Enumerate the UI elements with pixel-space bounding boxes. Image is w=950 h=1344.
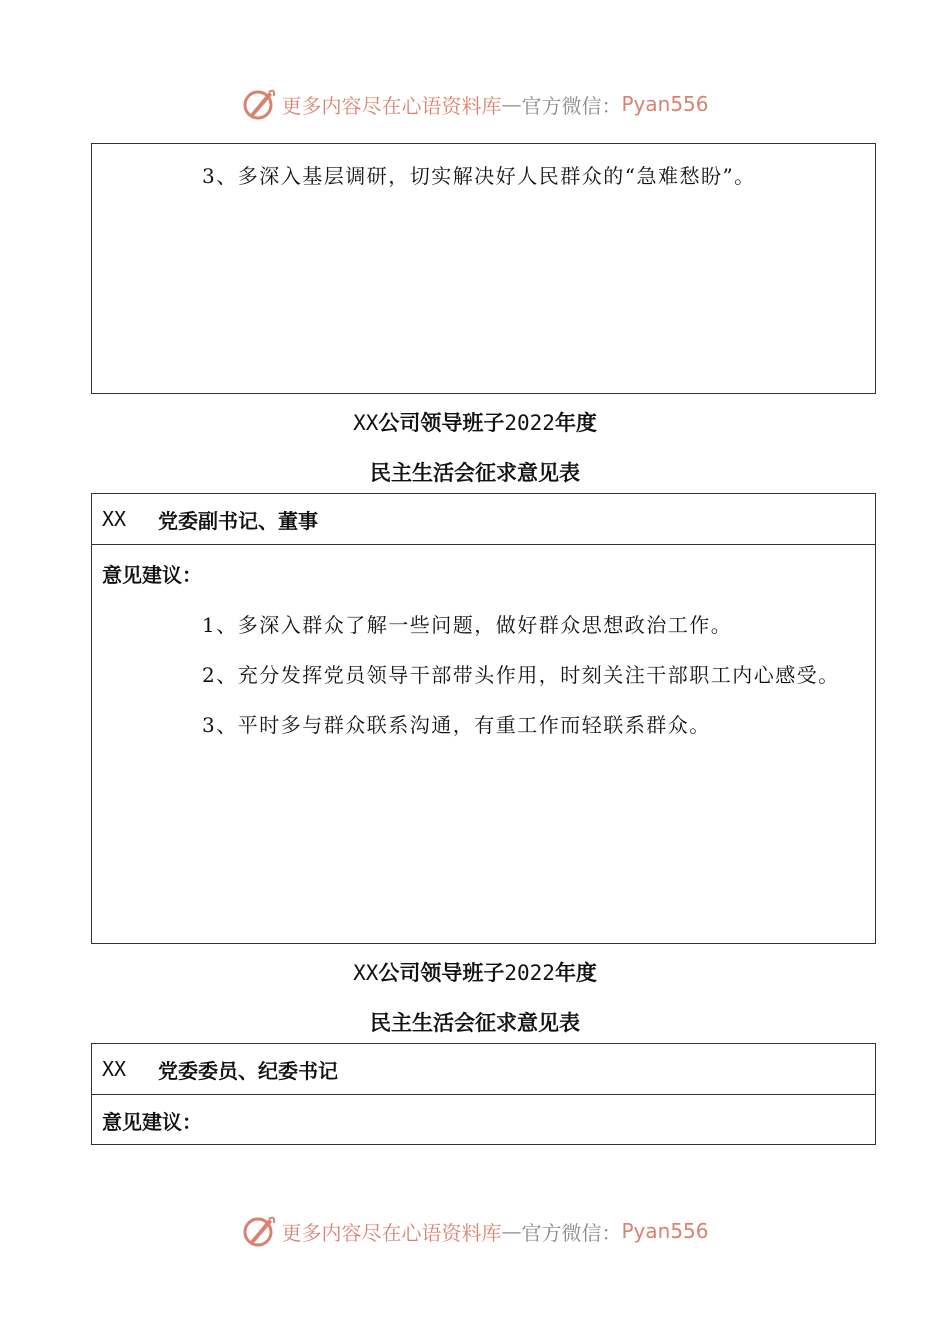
respondent-row	[92, 494, 875, 545]
watermark-text: 更多内容尽在心语资料库	[281, 1220, 502, 1245]
respondent-row	[92, 1044, 875, 1095]
watermark-wechat-id: Pyan556	[621, 1219, 709, 1243]
form-title: XX公司领导班子2022年度	[353, 960, 597, 985]
respondent-name: XX	[102, 1057, 127, 1081]
opinion-form-table	[91, 493, 876, 944]
opinion-form-table	[91, 1043, 876, 1145]
suggestion-item: 3、多深入基层调研，切实解决好人民群众的“急难愁盼”。	[202, 164, 756, 188]
watermark-wechat-label: 官方微信：	[521, 1220, 622, 1245]
respondent-role: 党委委员、纪委书记	[158, 1058, 338, 1083]
suggestions-label: 意见建议：	[102, 1110, 202, 1134]
watermark-banner-top	[0, 84, 950, 124]
watermark-separator: —	[501, 92, 522, 116]
suggestions-label-row	[92, 1095, 875, 1146]
form-subtitle: 民主生活会征求意见表	[370, 460, 580, 485]
continuation-box	[91, 143, 876, 394]
suggestion-item: 3、平时多与群众联系沟通，有重工作而轻联系群众。	[202, 713, 711, 737]
respondent-name: XX	[102, 507, 127, 531]
watermark-wechat-id: Pyan556	[621, 92, 709, 116]
quill-logo-icon	[241, 1213, 277, 1249]
quill-logo-icon	[241, 86, 277, 122]
form-subtitle: 民主生活会征求意见表	[370, 1010, 580, 1035]
watermark-separator: —	[501, 1219, 522, 1243]
watermark-banner-bottom	[0, 1211, 950, 1251]
suggestion-item: 2、充分发挥党员领导干部带头作用，时刻关注干部职工内心感受。	[202, 663, 840, 687]
suggestion-item: 1、多深入群众了解一些问题，做好群众思想政治工作。	[202, 613, 733, 637]
suggestions-cell	[92, 545, 875, 943]
suggestions-label: 意见建议：	[102, 563, 202, 587]
respondent-role: 党委副书记、董事	[158, 508, 318, 533]
watermark-wechat-label: 官方微信：	[521, 93, 622, 118]
watermark-text: 更多内容尽在心语资料库	[281, 93, 502, 118]
form-title: XX公司领导班子2022年度	[353, 410, 597, 435]
